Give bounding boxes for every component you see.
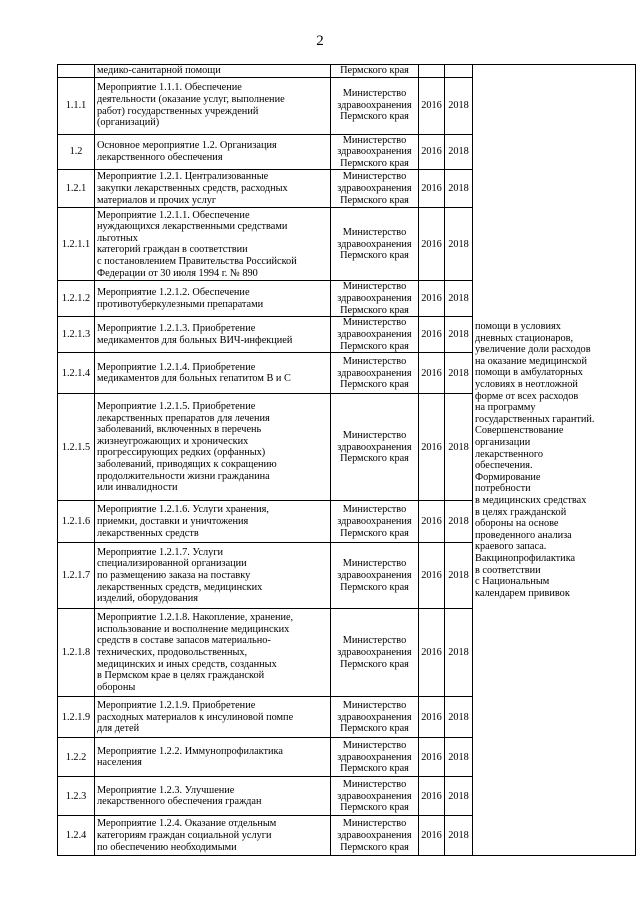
text-line: для детей <box>97 723 140 735</box>
text-line: Министерство <box>342 134 407 146</box>
text-line: Пермского края <box>340 453 409 465</box>
text-line: по размещению заказа на поставку <box>97 570 251 582</box>
text-line: на программу <box>475 402 536 414</box>
text-line: продолжительности жизни гражданина <box>97 470 270 482</box>
responsible-executor <box>331 543 419 609</box>
text-line: краевого запаса. <box>475 541 547 553</box>
text-line: категориям граждан социальной услуги <box>97 830 272 842</box>
text-line: увеличение доли расходов <box>475 344 591 356</box>
row-number: 1.2.1.2 <box>58 281 95 317</box>
text-line: здравоохранения <box>337 99 412 111</box>
text-line: Мероприятие 1.2.4. Оказание отдельным <box>97 818 277 830</box>
text-line: по обеспечению необходимыми <box>97 841 237 853</box>
activity-name <box>95 65 331 78</box>
activity-name <box>95 697 331 738</box>
text-line: лекарственного обеспечения <box>97 151 223 163</box>
text-line: здравоохранения <box>337 751 412 763</box>
text-line: Министерство <box>342 355 407 367</box>
text-line: Мероприятие 1.1.1. Обеспечение <box>97 82 242 94</box>
text-line: Совершенствование <box>475 425 564 437</box>
text-line: работ) государственных учреждений <box>97 105 259 117</box>
text-line: Пермского края <box>340 250 409 262</box>
start-year: 2016 <box>419 317 445 353</box>
table-row <box>58 65 636 78</box>
text-line: Мероприятие 1.2.1.1. Обеспечение <box>97 209 250 221</box>
text-line: Пермского края <box>340 111 409 123</box>
text-line: в медицинских средствах <box>475 494 587 506</box>
row-number: 1.2.1.6 <box>58 501 95 543</box>
text-line: здравоохранения <box>337 146 412 158</box>
text-line: организации <box>475 437 531 448</box>
start-year: 2016 <box>419 134 445 170</box>
text-line: жизнеугрожающих и хронических <box>97 435 249 447</box>
text-line: Мероприятие 1.2.1.9. Приобретение <box>97 699 256 711</box>
text-line: условиях в неотложной <box>475 379 578 391</box>
text-line: Министерство <box>342 226 407 238</box>
expected-results <box>473 65 636 856</box>
responsible-executor <box>331 208 419 281</box>
text-line: помощи в условиях <box>475 321 561 333</box>
text-line: в соответствии <box>475 564 541 576</box>
activity-name <box>95 777 331 816</box>
activity-name <box>95 317 331 353</box>
activity-name <box>95 609 331 697</box>
text-line: средств в составе запасов материально- <box>97 635 271 647</box>
activity-name <box>95 394 331 501</box>
text-line: Министерство <box>342 635 407 647</box>
text-line: категорий граждан в соответствии <box>97 244 248 256</box>
row-number: 1.2.1.5 <box>58 394 95 501</box>
text-line: Мероприятие 1.2.1.4. Приобретение <box>97 361 256 373</box>
text-line: материалов и прочих услуг <box>97 194 217 206</box>
text-line: технических, продовольственных, <box>97 647 248 659</box>
text-line: лекарственных средств, медицинских <box>97 581 263 593</box>
text-line: Федерации от 30 июля 1994 г. № 890 <box>97 267 258 279</box>
text-line: Министерство <box>342 558 407 570</box>
activity-name <box>95 281 331 317</box>
text-line: здравоохранения <box>337 293 412 305</box>
text-line: деятельности (оказание услуг, выполнение <box>97 94 285 105</box>
start-year: 2016 <box>419 281 445 317</box>
activity-name <box>95 208 331 281</box>
start-year: 2016 <box>419 394 445 501</box>
responsible-executor <box>331 501 419 543</box>
text-line: здравоохранения <box>337 238 412 250</box>
text-line: форме от всех расходов <box>475 390 579 402</box>
responsible-executor <box>331 170 419 208</box>
end-year: 2018 <box>445 353 473 394</box>
responsible-executor <box>331 281 419 317</box>
responsible-executor <box>331 816 419 856</box>
responsible-executor <box>331 77 419 134</box>
activity-name <box>95 738 331 777</box>
start-year: 2016 <box>419 170 445 208</box>
end-year: 2018 <box>445 134 473 170</box>
row-number: 1.2.3 <box>58 777 95 816</box>
text-line: медикаментов для больных ВИЧ-инфекцией <box>97 334 293 346</box>
row-number: 1.2.4 <box>58 816 95 856</box>
text-line: расходных материалов к инсулиновой помпе <box>97 711 294 723</box>
text-line: закупки лекарственных средств, расходных <box>97 183 288 195</box>
end-year <box>445 65 473 78</box>
text-line: Пермского края <box>340 157 409 169</box>
text-line: заболеваний, включенных в перечень <box>97 424 262 436</box>
text-line: календарем прививок <box>475 587 570 599</box>
text-line: медико-санитарной помощи <box>97 65 221 76</box>
start-year: 2016 <box>419 697 445 738</box>
text-line: Пермского края <box>340 194 409 206</box>
text-line: Пермского края <box>340 340 409 352</box>
start-year: 2016 <box>419 609 445 697</box>
start-year: 2016 <box>419 543 445 609</box>
end-year: 2018 <box>445 777 473 816</box>
text-line: помощи в амбулаторных <box>475 367 583 379</box>
text-line: специализированной организации <box>97 558 247 570</box>
text-line: Пермского края <box>340 581 409 593</box>
text-line: Мероприятие 1.2.1.8. Накопление, хранение, <box>97 612 294 624</box>
text-line: Министерство <box>342 739 407 751</box>
text-line: с постановлением Правительства Российской <box>97 255 297 267</box>
text-line: Министерство <box>342 171 407 183</box>
text-line: обороны <box>97 681 136 693</box>
text-line: Мероприятие 1.2.1.7. Услуги <box>97 546 224 558</box>
row-number: 1.2.2 <box>58 738 95 777</box>
activity-name <box>95 543 331 609</box>
text-line: Министерство <box>342 317 407 329</box>
end-year: 2018 <box>445 816 473 856</box>
end-year: 2018 <box>445 77 473 134</box>
text-line: использование и восполнение медицинских <box>97 623 290 635</box>
row-number <box>58 65 95 78</box>
activity-name <box>95 134 331 170</box>
row-number: 1.2 <box>58 134 95 170</box>
text-line: здравоохранения <box>337 367 412 379</box>
text-line: Пермского края <box>340 763 409 775</box>
end-year: 2018 <box>445 281 473 317</box>
text-line: в целях гражданской <box>475 506 567 518</box>
text-line: Министерство <box>342 281 407 293</box>
text-line: Мероприятие 1.2.1. Централизованные <box>97 171 269 183</box>
activity-name <box>95 501 331 543</box>
text-line: приемки, доставки и уничтожения <box>97 516 249 528</box>
text-line: Основное мероприятие 1.2. Организация <box>97 140 277 152</box>
text-line: Пермского края <box>340 379 409 391</box>
text-line: нуждающихся лекарственными средствами льготных <box>97 221 288 244</box>
text-line: Пермского края <box>340 802 409 814</box>
start-year: 2016 <box>419 208 445 281</box>
start-year <box>419 65 445 78</box>
end-year: 2018 <box>445 697 473 738</box>
text-line: Пермского края <box>340 65 409 76</box>
responsible-executor <box>331 738 419 777</box>
text-line: здравоохранения <box>337 830 412 842</box>
text-line: здравоохранения <box>337 790 412 802</box>
text-line: лекарственного <box>475 448 544 460</box>
responsible-executor <box>331 394 419 501</box>
text-line: заболеваний, приводящих к сокращению <box>97 458 277 470</box>
end-year: 2018 <box>445 609 473 697</box>
row-number: 1.2.1.1 <box>58 208 95 281</box>
text-line: здравоохранения <box>337 441 412 453</box>
text-line: изделий, оборудования <box>97 593 198 605</box>
text-line: обеспечения. <box>475 460 533 472</box>
start-year: 2016 <box>419 77 445 134</box>
responsible-executor <box>331 697 419 738</box>
text-line: Министерство <box>342 88 407 100</box>
row-number: 1.2.1.8 <box>58 609 95 697</box>
end-year: 2018 <box>445 501 473 543</box>
text-line: Мероприятие 1.2.1.2. Обеспечение <box>97 287 250 299</box>
row-number: 1.1.1 <box>58 77 95 134</box>
text-line: Мероприятие 1.2.1.5. Приобретение <box>97 401 256 412</box>
row-number: 1.2.1.7 <box>58 543 95 609</box>
start-year: 2016 <box>419 501 445 543</box>
text-line: проведенного анализа <box>475 529 572 541</box>
text-line: медицинских и иных средств, созданных <box>97 658 277 670</box>
text-line: лекарственных препаратов для лечения <box>97 412 270 424</box>
activity-name <box>95 353 331 394</box>
text-line: Пермского края <box>340 841 409 853</box>
text-line: Пермского края <box>340 304 409 316</box>
text-line: Министерство <box>342 504 407 516</box>
text-line: Пермского края <box>340 527 409 539</box>
end-year: 2018 <box>445 317 473 353</box>
text-line: лекарственного обеспечения граждан <box>97 796 262 808</box>
text-line: (организаций) <box>97 117 160 129</box>
text-line: Мероприятие 1.2.2. Иммунопрофилактика <box>97 745 283 757</box>
responsible-executor <box>331 65 419 78</box>
text-line: потребности <box>475 483 531 495</box>
text-line: Формирование <box>475 471 541 483</box>
end-year: 2018 <box>445 394 473 501</box>
responsible-executor <box>331 317 419 353</box>
responsible-executor <box>331 134 419 170</box>
text-line: Министерство <box>342 429 407 441</box>
text-line: населения <box>97 757 142 769</box>
text-line: медикаментов для больных гепатитом В и С <box>97 373 291 385</box>
program-table <box>57 64 636 856</box>
end-year: 2018 <box>445 208 473 281</box>
text-line: Мероприятие 1.2.1.3. Приобретение <box>97 323 256 335</box>
activity-name <box>95 170 331 208</box>
text-line: Пермского края <box>340 723 409 735</box>
text-line: или инвалидности <box>97 482 178 494</box>
text-line: Мероприятие 1.2.3. Улучшение <box>97 784 235 796</box>
text-line: лекарственных средств <box>97 527 199 539</box>
start-year: 2016 <box>419 738 445 777</box>
text-line: здравоохранения <box>337 647 412 659</box>
text-line: здравоохранения <box>337 183 412 195</box>
row-number: 1.2.1.9 <box>58 697 95 738</box>
text-line: государственных гарантий. <box>475 413 595 425</box>
text-line: обороны на основе <box>475 518 559 530</box>
text-line: Пермского края <box>340 658 409 670</box>
text-line: дневных стационаров, <box>475 332 574 344</box>
activity-name <box>95 816 331 856</box>
text-line: здравоохранения <box>337 516 412 528</box>
row-number: 1.2.1.3 <box>58 317 95 353</box>
text-line: прогрессирующих редких (орфанных) <box>97 447 266 459</box>
text-line: в Пермском крае в целях гражданской <box>97 670 265 682</box>
text-line: здравоохранения <box>337 329 412 341</box>
text-line: с Национальным <box>475 576 550 588</box>
text-line: Министерство <box>342 699 407 711</box>
start-year: 2016 <box>419 353 445 394</box>
row-number: 1.2.1 <box>58 170 95 208</box>
text-line: противотуберкулезными препаратами <box>97 298 264 310</box>
end-year: 2018 <box>445 738 473 777</box>
responsible-executor <box>331 777 419 816</box>
text-line: здравоохранения <box>337 711 412 723</box>
text-line: Мероприятие 1.2.1.6. Услуги хранения, <box>97 504 269 516</box>
end-year: 2018 <box>445 543 473 609</box>
page-number: 2 <box>316 33 324 49</box>
row-number: 1.2.1.4 <box>58 353 95 394</box>
text-line: на оказание медицинской <box>475 355 587 367</box>
text-line: здравоохранения <box>337 570 412 582</box>
start-year: 2016 <box>419 777 445 816</box>
responsible-executor <box>331 609 419 697</box>
start-year: 2016 <box>419 816 445 856</box>
activity-name <box>95 77 331 134</box>
text-line: Министерство <box>342 818 407 830</box>
end-year: 2018 <box>445 170 473 208</box>
text-line: Вакцинопрофилактика <box>475 552 576 564</box>
text-line: Министерство <box>342 778 407 790</box>
responsible-executor <box>331 353 419 394</box>
